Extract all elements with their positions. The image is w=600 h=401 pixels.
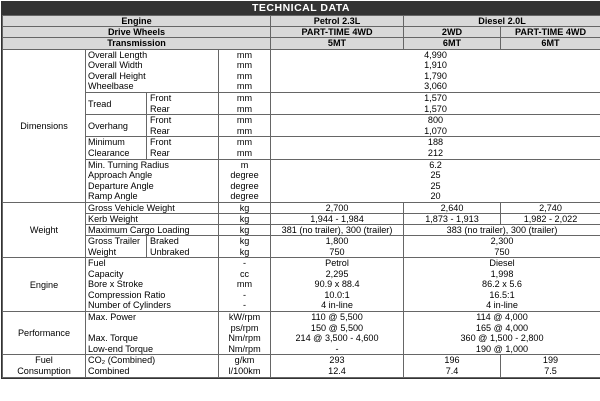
overall-length-label: Overall Length bbox=[88, 50, 216, 61]
kerb-diesel-4wd: 1,982 - 2,022 bbox=[501, 213, 600, 224]
value-text: 110 @ 5,500 bbox=[273, 312, 401, 323]
turning-radius-label: Min. Turning Radius bbox=[88, 160, 216, 171]
drive-petrol: PART-TIME 4WD bbox=[271, 27, 404, 38]
angles-values bbox=[271, 159, 600, 202]
unit-text: mm bbox=[221, 93, 268, 104]
unit-text: mm bbox=[221, 50, 268, 61]
weight-trailer-row bbox=[3, 235, 600, 257]
cargo-label: Maximum Cargo Loading bbox=[86, 224, 219, 235]
capacity-label: Capacity bbox=[88, 269, 216, 280]
tread-subs bbox=[147, 92, 219, 114]
transmission-header-row bbox=[3, 38, 600, 49]
dim-overall-labels bbox=[86, 49, 219, 92]
co2-label: CO₂ (Combined) bbox=[88, 355, 216, 366]
value-text: 1,570 bbox=[273, 104, 598, 115]
engine-label: Engine bbox=[3, 16, 271, 27]
value-text: 7.4 bbox=[406, 366, 498, 377]
value-text: 10.0:1 bbox=[273, 290, 401, 301]
weight-gvw-row bbox=[3, 202, 600, 213]
fuel-units bbox=[219, 355, 271, 377]
value-text: 199 bbox=[503, 355, 598, 366]
tread-units bbox=[219, 92, 271, 114]
value-text: 360 @ 1,500 - 2,800 bbox=[406, 333, 598, 344]
cargo-unit: kg bbox=[219, 224, 271, 235]
clearance-values bbox=[271, 137, 600, 159]
unit-text: degree bbox=[221, 191, 268, 202]
value-text: 25 bbox=[273, 170, 598, 181]
value-text: 293 bbox=[273, 355, 401, 366]
gvw-label: Gross Vehicle Weight bbox=[86, 202, 219, 213]
departure-angle-label: Departure Angle bbox=[88, 181, 216, 192]
fuel-category-line2: Consumption bbox=[5, 366, 83, 377]
drive-diesel-2wd: 2WD bbox=[404, 27, 501, 38]
trailer-diesel bbox=[404, 235, 600, 257]
gvw-unit: kg bbox=[219, 202, 271, 213]
unit-text: cc bbox=[221, 269, 268, 280]
dim-clearance-row bbox=[3, 137, 600, 159]
low-end-torque-label: Low-end Torque bbox=[88, 344, 216, 355]
sub-label: Rear bbox=[149, 148, 216, 159]
performance-category: Performance bbox=[3, 312, 86, 355]
value-text: 86.2 x 5.6 bbox=[406, 279, 598, 290]
engine-category: Engine bbox=[3, 258, 86, 312]
unit-text: Nm/rpm bbox=[221, 344, 268, 355]
trailer-label-line2: Weight bbox=[88, 247, 144, 258]
trailer-label bbox=[86, 235, 147, 257]
dim-angles-row bbox=[3, 159, 600, 202]
trailer-petrol bbox=[271, 235, 404, 257]
performance-diesel-values bbox=[404, 312, 600, 355]
sub-label: Front bbox=[149, 137, 216, 148]
cylinders-label: Number of Cylinders bbox=[88, 300, 216, 311]
trailer-subs bbox=[147, 235, 219, 257]
engine-petrol-values bbox=[271, 258, 404, 312]
value-text: 4 in-line bbox=[406, 300, 598, 311]
value-text: 150 @ 5,500 bbox=[273, 323, 401, 334]
dim-tread-row bbox=[3, 92, 600, 114]
value-text: 2,295 bbox=[273, 269, 401, 280]
overhang-subs bbox=[147, 115, 219, 137]
unit-text: g/km bbox=[221, 355, 268, 366]
gvw-petrol: 2,700 bbox=[271, 202, 404, 213]
value-text: 190 @ 1,000 bbox=[406, 344, 598, 355]
dim-overall-values bbox=[271, 49, 600, 92]
value-text: 800 bbox=[273, 115, 598, 126]
fuel-category-line1: Fuel bbox=[5, 355, 83, 366]
fuel-label: Fuel bbox=[88, 258, 216, 269]
value-text: 165 @ 4,000 bbox=[406, 323, 598, 334]
value-text: 1,570 bbox=[273, 93, 598, 104]
engine-labels bbox=[86, 258, 219, 312]
sub-label: Rear bbox=[149, 126, 216, 137]
unit-text: mm bbox=[221, 115, 268, 126]
value-text: 196 bbox=[406, 355, 498, 366]
value-text: 1,998 bbox=[406, 269, 598, 280]
value-text: 1,790 bbox=[273, 71, 598, 82]
kerb-diesel-2wd: 1,873 - 1,913 bbox=[404, 213, 501, 224]
kerb-label: Kerb Weight bbox=[86, 213, 219, 224]
trans-diesel-4wd: 6MT bbox=[501, 38, 600, 49]
performance-labels bbox=[86, 312, 219, 355]
value-text: 7.5 bbox=[503, 366, 598, 377]
drive-header-row bbox=[3, 27, 600, 38]
unit-text: mm bbox=[221, 279, 268, 290]
value-text: 4,990 bbox=[273, 50, 598, 61]
overhang-label: Overhang bbox=[86, 115, 147, 137]
unit-text: Nm/rpm bbox=[221, 333, 268, 344]
unit-text: ps/rpm bbox=[221, 323, 268, 334]
dim-overhang-row bbox=[3, 115, 600, 137]
value-text: 90.9 x 88.4 bbox=[273, 279, 401, 290]
value-text: 1,800 bbox=[273, 236, 401, 247]
value-text: Petrol bbox=[273, 258, 401, 269]
spec-table bbox=[2, 15, 600, 378]
sub-label: Rear bbox=[149, 104, 216, 115]
value-text: 214 @ 3,500 - 4,600 bbox=[273, 333, 401, 344]
unit-text: mm bbox=[221, 81, 268, 92]
engine-row bbox=[3, 258, 600, 312]
kerb-unit: kg bbox=[219, 213, 271, 224]
weight-category: Weight bbox=[3, 202, 86, 257]
value-text: 16.5:1 bbox=[406, 290, 598, 301]
ramp-angle-label: Ramp Angle bbox=[88, 191, 216, 202]
gvw-diesel-4wd: 2,740 bbox=[501, 202, 600, 213]
unit-text: mm bbox=[221, 104, 268, 115]
transmission-label: Transmission bbox=[3, 38, 271, 49]
overhang-values bbox=[271, 115, 600, 137]
bore-stroke-label: Bore x Stroke bbox=[88, 279, 216, 290]
unit-text: degree bbox=[221, 170, 268, 181]
overhang-units bbox=[219, 115, 271, 137]
unit-text: - bbox=[221, 290, 268, 301]
value-text: 4 in-line bbox=[273, 300, 401, 311]
value-text: 20 bbox=[273, 191, 598, 202]
angles-labels bbox=[86, 159, 219, 202]
tread-label: Tread bbox=[86, 92, 147, 114]
weight-cargo-row bbox=[3, 224, 600, 235]
value-text: 1,910 bbox=[273, 60, 598, 71]
value-text: 114 @ 4,000 bbox=[406, 312, 598, 323]
sheet-title: TECHNICAL DATA bbox=[2, 2, 600, 15]
engine-petrol: Petrol 2.3L bbox=[271, 16, 404, 27]
sub-label: Unbraked bbox=[149, 247, 216, 258]
value-text: 25 bbox=[273, 181, 598, 192]
sub-label: Braked bbox=[149, 236, 216, 247]
drive-diesel-4wd: PART-TIME 4WD bbox=[501, 27, 600, 38]
fuel-row bbox=[3, 355, 600, 377]
weight-kerb-row bbox=[3, 213, 600, 224]
clearance-subs bbox=[147, 137, 219, 159]
clearance-label-line1: Minimum bbox=[88, 137, 144, 148]
fuel-category bbox=[3, 355, 86, 377]
engine-units bbox=[219, 258, 271, 312]
unit-text: kW/rpm bbox=[221, 312, 268, 323]
overall-width-label: Overall Width bbox=[88, 60, 216, 71]
trailer-units bbox=[219, 235, 271, 257]
combined-label: Combined bbox=[88, 366, 216, 377]
value-text: 6.2 bbox=[273, 160, 598, 171]
unit-text: m bbox=[221, 160, 268, 171]
dimensions-category: Dimensions bbox=[3, 49, 86, 202]
fuel-diesel-4wd-values bbox=[501, 355, 600, 377]
unit-text: - bbox=[221, 258, 268, 269]
technical-data-sheet bbox=[1, 1, 600, 379]
unit-text: mm bbox=[221, 71, 268, 82]
trans-petrol: 5MT bbox=[271, 38, 404, 49]
fuel-diesel-2wd-values bbox=[404, 355, 501, 377]
drive-label: Drive Wheels bbox=[3, 27, 271, 38]
dim-overall-row bbox=[3, 49, 600, 92]
max-power-ps-label bbox=[88, 323, 216, 334]
unit-text: degree bbox=[221, 181, 268, 192]
value-text: 188 bbox=[273, 137, 598, 148]
angles-units bbox=[219, 159, 271, 202]
engine-header-row bbox=[3, 16, 600, 27]
unit-text: - bbox=[221, 300, 268, 311]
clearance-label-line2: Clearance bbox=[88, 148, 144, 159]
performance-units bbox=[219, 312, 271, 355]
clearance-units bbox=[219, 137, 271, 159]
value-text: 12.4 bbox=[273, 366, 401, 377]
value-text: 212 bbox=[273, 148, 598, 159]
tread-values bbox=[271, 92, 600, 114]
clearance-label bbox=[86, 137, 147, 159]
sub-label: Front bbox=[149, 115, 216, 126]
unit-text: l/100km bbox=[221, 366, 268, 377]
max-torque-label: Max. Torque bbox=[88, 333, 216, 344]
value-text: - bbox=[273, 344, 401, 355]
engine-diesel: Diesel 2.0L bbox=[404, 16, 600, 27]
value-text: 2,300 bbox=[406, 236, 598, 247]
sub-label: Front bbox=[149, 93, 216, 104]
trailer-label-line1: Gross Trailer bbox=[88, 236, 144, 247]
performance-petrol-values bbox=[271, 312, 404, 355]
unit-text: mm bbox=[221, 148, 268, 159]
cargo-diesel: 383 (no trailer), 300 (trailer) bbox=[404, 224, 600, 235]
kerb-petrol: 1,944 - 1,984 bbox=[271, 213, 404, 224]
unit-text: kg bbox=[221, 236, 268, 247]
value-text: 750 bbox=[406, 247, 598, 258]
unit-text: kg bbox=[221, 247, 268, 258]
value-text: 1,070 bbox=[273, 126, 598, 137]
performance-row bbox=[3, 312, 600, 355]
compression-label: Compression Ratio bbox=[88, 290, 216, 301]
engine-diesel-values bbox=[404, 258, 600, 312]
wheelbase-label: Wheelbase bbox=[88, 81, 216, 92]
max-power-label: Max. Power bbox=[88, 312, 216, 323]
cargo-petrol: 381 (no trailer), 300 (trailer) bbox=[271, 224, 404, 235]
fuel-petrol-values bbox=[271, 355, 404, 377]
dim-overall-units bbox=[219, 49, 271, 92]
overall-height-label: Overall Height bbox=[88, 71, 216, 82]
value-text: 3,060 bbox=[273, 81, 598, 92]
fuel-labels bbox=[86, 355, 219, 377]
unit-text: mm bbox=[221, 60, 268, 71]
gvw-diesel-2wd: 2,640 bbox=[404, 202, 501, 213]
unit-text: mm bbox=[221, 137, 268, 148]
value-text: 750 bbox=[273, 247, 401, 258]
unit-text: mm bbox=[221, 126, 268, 137]
trans-diesel-2wd: 6MT bbox=[404, 38, 501, 49]
approach-angle-label: Approach Angle bbox=[88, 170, 216, 181]
value-text: Diesel bbox=[406, 258, 598, 269]
